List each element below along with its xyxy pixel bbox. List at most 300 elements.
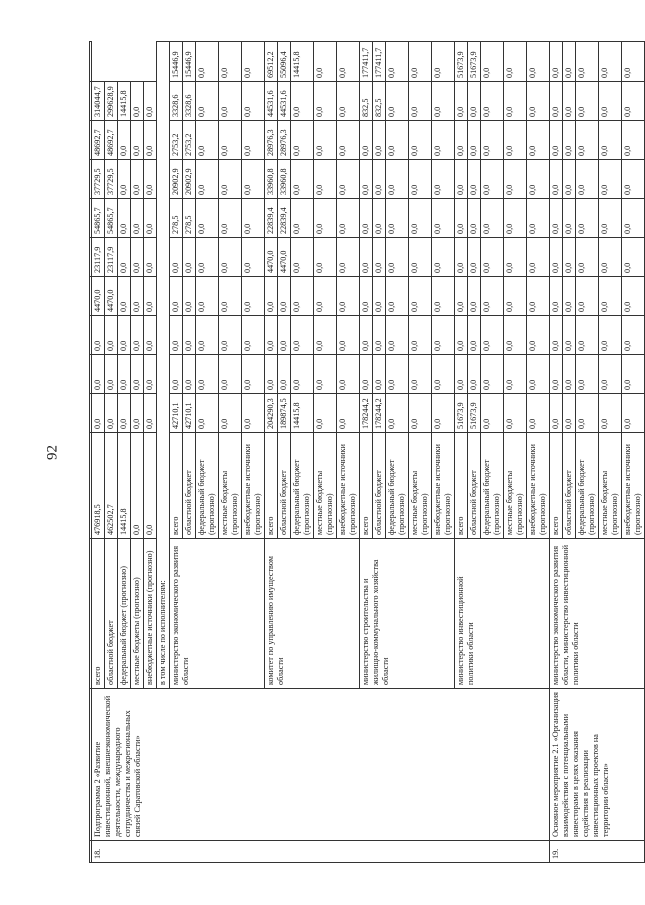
value-cell: 37729,5 [92,160,105,199]
value-cell: 0,0 [599,121,622,160]
value-cell: 0,0 [373,277,386,316]
value-cell: 0,0 [455,277,468,316]
value-cell: 20902,9 [170,160,183,199]
value-cell: 0,0 [409,42,432,82]
value-cell: 0,0 [576,316,599,355]
value-cell: 42710,1 [183,394,196,433]
value-cell: 0,0 [563,394,576,433]
value-cell: 0,0 [183,238,196,277]
value-cell: 0,0 [563,238,576,277]
value-cell: 23117,9 [105,238,118,277]
value-cell: 0,0 [196,277,219,316]
value-cell: 0,0 [196,160,219,199]
value-cell: 0,0 [468,160,481,199]
value-cell: 0,0 [622,238,645,277]
value-cell: 48692,7 [92,121,105,160]
funding-source-cell: местные бюджеты (прогнозно) [131,539,144,689]
funding-source-cell: всего [265,433,278,539]
value-cell: 0,0 [131,160,144,199]
value-cell: 0,0 [170,238,183,277]
value-cell: 0,0 [242,199,265,238]
value-cell: 0,0 [219,355,242,394]
value-cell: 37729,5 [105,160,118,199]
value-cell: 0,0 [622,355,645,394]
funding-source-cell: местные бюджеты (прогнозно) [409,433,432,539]
value-cell: 0,0 [409,82,432,121]
value-cell: 0,0 [196,394,219,433]
value-cell: 0,0 [481,199,504,238]
value-cell: 0,0 [242,277,265,316]
value-cell: 0,0 [386,121,409,160]
value-cell: 0,0 [219,160,242,199]
funding-source-cell: федеральный бюджет (прогнозно) [481,433,504,539]
value-cell: 0,0 [170,355,183,394]
value-cell: 0,0 [455,238,468,277]
value-cell: 0,0 [576,199,599,238]
value-cell: 0,0 [550,316,563,355]
value-cell: 177411,7 [373,42,386,82]
value-cell: 0,0 [92,316,105,355]
value-cell: 0,0 [118,199,131,238]
value-cell: 0,0 [386,316,409,355]
value-cell: 0,0 [144,355,157,394]
value-cell: 0,0 [504,355,527,394]
value-cell: 178244,2 [360,394,373,433]
value-cell: 0,0 [481,355,504,394]
funding-source-cell: всего [170,433,183,539]
funding-source-cell: внебюджетные источники (прогнозно) [622,433,645,539]
value-cell: 0,0 [455,355,468,394]
value-cell: 0,0 [409,238,432,277]
value-cell: 0,0 [527,160,550,199]
value-cell: 462502,7 [105,433,118,539]
value-cell: 0,0 [131,199,144,238]
value-cell: 0,0 [360,160,373,199]
value-cell: 0,0 [550,82,563,121]
value-cell: 0,0 [386,42,409,82]
value-cell: 0,0 [386,199,409,238]
value-cell: 0,0 [468,277,481,316]
executor-cell: министерство инвестиционной политики области [455,539,550,689]
funding-source-cell: внебюджетные источники (прогнозно) [527,433,550,539]
value-cell: 0,0 [219,121,242,160]
value-cell: 0,0 [196,355,219,394]
value-cell: 0,0 [576,160,599,199]
value-cell: 55096,4 [278,42,291,82]
value-cell: 0,0 [144,394,157,433]
funding-source-cell: федеральный бюджет (прогнозно) [291,433,314,539]
value-cell: 0,0 [314,316,337,355]
value-cell: 0,0 [360,121,373,160]
value-cell: 0,0 [481,82,504,121]
funding-source-cell: местные бюджеты (прогнозно) [314,433,337,539]
value-cell: 0,0 [291,121,314,160]
value-cell: 0,0 [131,82,144,121]
funding-source-cell: федеральный бюджет (прогнозно) [118,539,131,689]
value-cell: 54865,7 [105,199,118,238]
program-title-cell: Подпрограмма 2 «Развитие инвестиционной, внешнеэкономической деятельности, международного сотрудничества и межрегиональных связей Саратовской области» [92,689,550,841]
value-cell: 4470,0 [278,238,291,277]
value-cell: 0,0 [468,238,481,277]
value-cell: 0,0 [242,42,265,82]
value-cell: 0,0 [131,277,144,316]
value-cell: 178244,2 [373,394,386,433]
value-cell: 2753,2 [170,121,183,160]
value-cell: 0,0 [242,355,265,394]
funding-source-cell: внебюджетные источники (прогнозно) [432,433,455,539]
value-cell: 2753,2 [183,121,196,160]
value-cell: 0,0 [481,238,504,277]
value-cell: 0,0 [131,355,144,394]
program-title-cell: Основное мероприятие 2.1 «Организация взаимодействия с потенциальными инвесторами в целях оказания содействия в реализации инвестиционных проектов на территории области» [550,689,645,841]
value-cell: 0,0 [278,316,291,355]
value-cell: 0,0 [337,316,360,355]
value-cell: 0,0 [373,199,386,238]
value-cell: 69512,2 [265,42,278,82]
value-cell: 0,0 [599,82,622,121]
value-cell: 177411,7 [360,42,373,82]
value-cell: 0,0 [550,42,563,82]
value-cell: 314044,7 [92,82,105,121]
value-cell: 0,0 [105,316,118,355]
value-cell: 0,0 [278,355,291,394]
value-cell: 0,0 [242,82,265,121]
value-cell: 15446,9 [183,42,196,82]
value-cell: 20902,9 [183,160,196,199]
value-cell: 0,0 [481,316,504,355]
value-cell: 0,0 [373,160,386,199]
value-cell: 0,0 [455,160,468,199]
value-cell: 0,0 [599,355,622,394]
value-cell: 0,0 [183,277,196,316]
value-cell: 0,0 [265,277,278,316]
value-cell: 0,0 [432,82,455,121]
value-cell: 0,0 [409,316,432,355]
value-cell: 0,0 [576,277,599,316]
value-cell: 0,0 [527,355,550,394]
value-cell: 0,0 [504,277,527,316]
value-cell: 0,0 [242,316,265,355]
value-cell: 0,0 [196,121,219,160]
value-cell: 0,0 [550,199,563,238]
value-cell: 54865,7 [92,199,105,238]
value-cell: 0,0 [242,394,265,433]
value-cell: 0,0 [563,42,576,82]
funding-source-cell: всего [550,433,563,539]
value-cell: 22839,4 [265,199,278,238]
funding-source-cell: областной бюджет [468,433,481,539]
funding-source-cell: местные бюджеты (прогнозно) [219,433,242,539]
value-cell: 0,0 [468,121,481,160]
value-cell: 0,0 [386,277,409,316]
value-cell: 44531,6 [265,82,278,121]
value-cell: 51673,9 [468,42,481,82]
value-cell: 0,0 [373,238,386,277]
value-cell: 0,0 [183,316,196,355]
value-cell: 14415,8 [118,82,131,121]
value-cell: 832,5 [373,82,386,121]
value-cell: 0,0 [504,42,527,82]
funding-source-cell: федеральный бюджет (прогнозно) [386,433,409,539]
value-cell: 0,0 [314,160,337,199]
value-cell: 0,0 [118,277,131,316]
value-cell: 0,0 [170,277,183,316]
value-cell: 42710,1 [170,394,183,433]
value-cell: 0,0 [131,394,144,433]
value-cell: 0,0 [242,238,265,277]
value-cell: 0,0 [563,316,576,355]
value-cell: 0,0 [131,433,144,539]
value-cell: 0,0 [576,121,599,160]
value-cell: 0,0 [337,160,360,199]
value-cell: 0,0 [219,82,242,121]
value-cell: 0,0 [550,238,563,277]
value-cell: 0,0 [196,316,219,355]
value-cell: 0,0 [118,316,131,355]
value-cell: 0,0 [144,316,157,355]
value-cell: 0,0 [219,42,242,82]
value-cell: 0,0 [265,316,278,355]
value-cell: 0,0 [360,277,373,316]
value-cell: 0,0 [144,238,157,277]
value-cell: 189874,5 [278,394,291,433]
value-cell: 0,0 [131,238,144,277]
value-cell: 28976,3 [265,121,278,160]
value-cell: 0,0 [432,121,455,160]
value-cell: 0,0 [576,82,599,121]
value-cell: 0,0 [242,160,265,199]
funding-source-cell: внебюджетные источники (прогнозно) [242,433,265,539]
value-cell: 0,0 [550,355,563,394]
value-cell: 0,0 [504,121,527,160]
value-cell: 0,0 [105,355,118,394]
value-cell: 0,0 [337,199,360,238]
value-cell: 0,0 [291,82,314,121]
value-cell: 0,0 [373,121,386,160]
value-cell: 0,0 [599,42,622,82]
value-cell: 0,0 [432,42,455,82]
value-cell: 0,0 [144,121,157,160]
value-cell: 0,0 [219,277,242,316]
row-number-cell: 19. [550,841,645,863]
value-cell: 3328,6 [183,82,196,121]
value-cell: 0,0 [118,355,131,394]
value-cell: 0,0 [455,316,468,355]
value-cell: 33960,8 [278,160,291,199]
value-cell: 51673,9 [468,394,481,433]
value-cell: 0,0 [118,238,131,277]
value-cell: 0,0 [432,394,455,433]
value-cell: 15446,9 [170,42,183,82]
value-cell: 0,0 [373,316,386,355]
value-cell: 0,0 [432,277,455,316]
value-cell: 0,0 [527,42,550,82]
value-cell: 0,0 [481,42,504,82]
value-cell: 0,0 [386,82,409,121]
value-cell: 299628,9 [105,82,118,121]
value-cell: 0,0 [144,277,157,316]
value-cell: 0,0 [563,355,576,394]
funding-source-cell: внебюджетные источники (прогнозно) [337,433,360,539]
funding-source-cell: всего [455,433,468,539]
value-cell: 0,0 [291,238,314,277]
value-cell: 0,0 [291,160,314,199]
value-cell: 0,0 [432,238,455,277]
value-cell: 0,0 [337,355,360,394]
value-cell: 0,0 [409,277,432,316]
value-cell: 0,0 [409,355,432,394]
value-cell: 0,0 [131,121,144,160]
value-cell: 0,0 [504,238,527,277]
value-cell: 0,0 [527,121,550,160]
funding-source-cell: федеральный бюджет (прогнозно) [576,433,599,539]
value-cell: 0,0 [622,160,645,199]
value-cell: 0,0 [337,394,360,433]
value-cell: 51673,9 [455,42,468,82]
value-cell: 0,0 [527,199,550,238]
value-cell: 0,0 [622,199,645,238]
value-cell: 278,5 [170,199,183,238]
value-cell: 278,5 [183,199,196,238]
table-row [550,42,563,863]
value-cell: 0,0 [291,316,314,355]
value-cell: 0,0 [409,160,432,199]
value-cell: 0,0 [622,277,645,316]
value-cell: 0,0 [118,394,131,433]
value-cell: 0,0 [599,277,622,316]
value-cell: 0,0 [563,277,576,316]
value-cell: 0,0 [291,199,314,238]
value-cell: 0,0 [409,199,432,238]
value-cell: 4470,0 [105,277,118,316]
value-cell: 0,0 [504,316,527,355]
value-cell: 0,0 [432,355,455,394]
value-cell: 0,0 [144,82,157,121]
value-cell: 0,0 [622,42,645,82]
value-cell: 0,0 [265,355,278,394]
value-cell: 28976,3 [278,121,291,160]
value-cell: 0,0 [622,316,645,355]
value-cell: 0,0 [550,121,563,160]
value-cell: 0,0 [599,160,622,199]
value-cell: 0,0 [360,199,373,238]
value-cell: 0,0 [455,82,468,121]
value-cell: 0,0 [409,121,432,160]
value-cell: 0,0 [409,394,432,433]
value-cell: 0,0 [144,199,157,238]
value-cell: 0,0 [196,199,219,238]
value-cell: 0,0 [373,355,386,394]
value-cell: 0,0 [196,238,219,277]
value-cell: 0,0 [386,160,409,199]
row-number-cell: 18. [92,841,550,863]
executor-cell: министерство строительства и жилищно-коммунального хозяйства области [360,539,455,689]
value-cell: 0,0 [144,160,157,199]
value-cell: 0,0 [563,121,576,160]
value-cell: 0,0 [563,199,576,238]
value-cell: 0,0 [468,316,481,355]
value-cell: 0,0 [576,42,599,82]
executor-cell: министерство экономического развития области, министерство инвестиционной политики области [550,539,645,689]
value-cell: 22839,4 [278,199,291,238]
value-cell: 0,0 [386,238,409,277]
funding-source-cell: всего [92,539,105,689]
value-cell: 0,0 [337,121,360,160]
value-cell: 0,0 [550,160,563,199]
value-cell: 0,0 [314,199,337,238]
value-cell: 0,0 [314,238,337,277]
value-cell: 0,0 [622,121,645,160]
funding-source-cell: областной бюджет [278,433,291,539]
financing-table [89,41,645,863]
value-cell: 0,0 [550,394,563,433]
value-cell: 14415,8 [118,433,131,539]
page-number: 92 [44,445,61,460]
rotated-page [89,43,642,863]
value-cell: 0,0 [622,82,645,121]
value-cell: 0,0 [314,277,337,316]
value-cell: 0,0 [386,394,409,433]
value-cell: 0,0 [314,82,337,121]
value-cell: 0,0 [105,394,118,433]
value-cell: 0,0 [599,238,622,277]
value-cell: 14415,8 [291,42,314,82]
funding-source-cell: областной бюджет [563,433,576,539]
value-cell: 0,0 [455,199,468,238]
value-cell: 4470,0 [265,238,278,277]
value-cell: 51673,9 [455,394,468,433]
value-cell: 0,0 [314,121,337,160]
value-cell: 0,0 [432,199,455,238]
value-cell: 0,0 [314,42,337,82]
value-cell: 0,0 [504,82,527,121]
value-cell: 0,0 [337,238,360,277]
value-cell: 0,0 [622,394,645,433]
value-cell: 0,0 [196,42,219,82]
funding-source-cell: внебюджетные источники (прогнозно) [144,539,157,689]
value-cell: 0,0 [314,355,337,394]
value-cell: 0,0 [219,316,242,355]
value-cell: 0,0 [468,199,481,238]
value-cell: 0,0 [360,355,373,394]
value-cell: 0,0 [599,394,622,433]
value-cell: 0,0 [550,277,563,316]
value-cell: 0,0 [527,394,550,433]
value-cell: 0,0 [599,316,622,355]
value-cell: 0,0 [219,394,242,433]
value-cell: 0,0 [219,238,242,277]
value-cell: 0,0 [468,355,481,394]
value-cell: 0,0 [468,82,481,121]
value-cell: 4470,0 [92,277,105,316]
value-cell: 0,0 [432,160,455,199]
value-cell: 14415,8 [291,394,314,433]
value-cell: 0,0 [481,394,504,433]
executors-caption-cell: в том числе по исполнителям: [157,42,170,689]
value-cell: 0,0 [360,238,373,277]
value-cell: 476918,5 [92,433,105,539]
value-cell: 0,0 [131,316,144,355]
value-cell: 0,0 [527,277,550,316]
value-cell: 0,0 [278,277,291,316]
value-cell: 0,0 [337,277,360,316]
value-cell: 0,0 [337,82,360,121]
funding-source-cell: местные бюджеты (прогнозно) [504,433,527,539]
table-row [92,42,105,863]
table-body [92,42,645,863]
value-cell: 3328,6 [170,82,183,121]
funding-source-cell: местные бюджеты (прогнозно) [599,433,622,539]
